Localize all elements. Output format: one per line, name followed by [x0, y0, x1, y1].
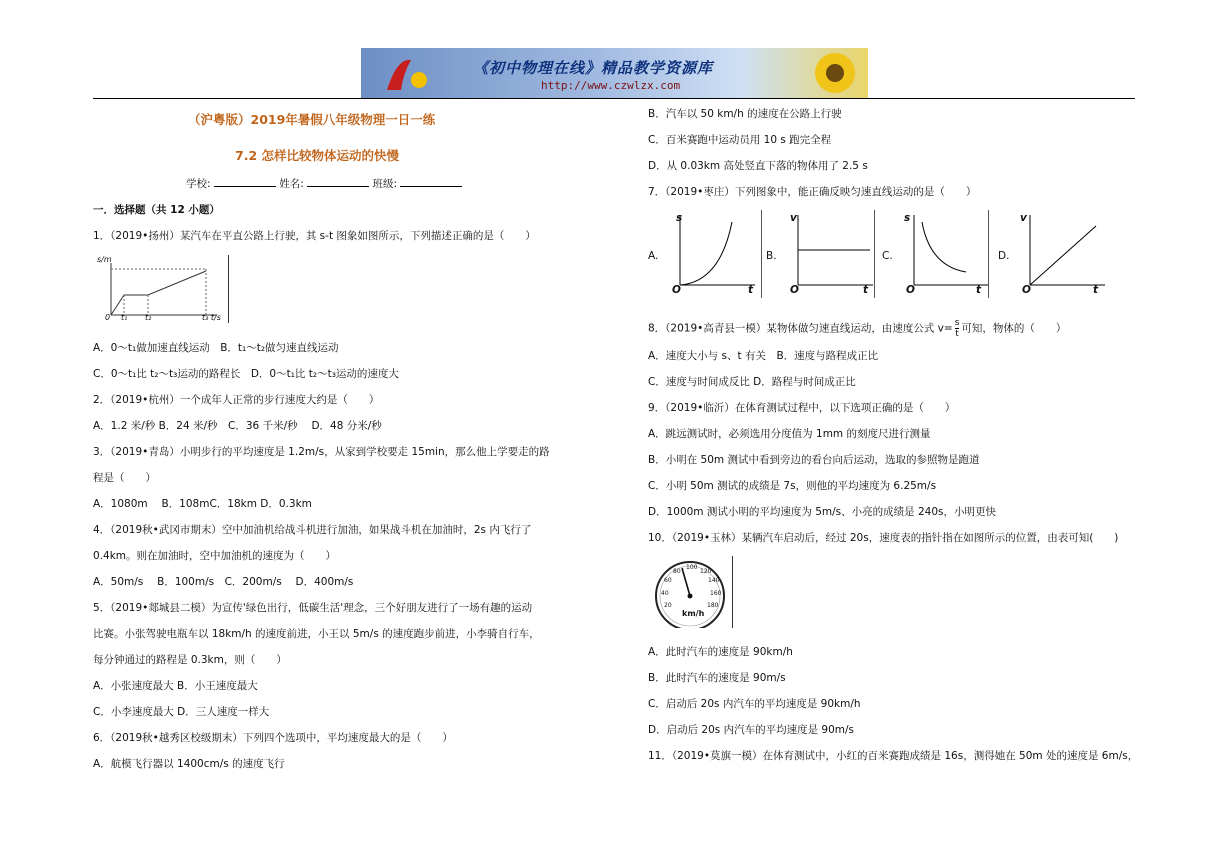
q9-option-d: D．1000m 测试小明的平均速度为 5m/s、小亮的成绩是 240s，小明更快 [648, 506, 996, 518]
q10-tick-160: 160 [710, 590, 722, 597]
q10-speedometer [650, 556, 733, 628]
q7-d-o: O [1022, 284, 1031, 296]
q7-d-x: t [1093, 284, 1099, 296]
question-7: 7．（2019•枣庄）下列图象中，能正确反映匀速直线运动的是（ ） [648, 186, 977, 198]
q7-opt-b: B. [766, 250, 777, 262]
q6-option-b: B．汽车以 50 km/h 的速度在公路上行驶 [648, 108, 842, 120]
question-11: 11．（2019•莫旗一模）在体育测试中，小红的百米赛跑成绩是 16s，测得她在 50m 处的速度是 6m/s， [648, 750, 1139, 762]
q7-a-o: O [672, 284, 681, 296]
q7-graphs [648, 210, 1108, 302]
q8-numerator: s [954, 318, 960, 328]
question-3-cont: 程是（ ） [93, 472, 156, 484]
q1-options-ab: A．0～t₁做加速直线运动 B．t₁～t₂做匀速直线运动 [93, 342, 339, 354]
question-9: 9．（2019•临沂）在体育测试过程中，以下选项正确的是（ ） [648, 402, 956, 414]
question-4: 4．（2019秋•武冈市期末）空中加油机给战斗机进行加油，如果战斗机在加油时，2s 内飞行了 [93, 524, 532, 536]
question-5-cont: 比赛。小张驾驶电瓶车以 18km/h 的速度前进，小王以 5m/s 的速度跑步前进，小李骑自行车， [93, 628, 540, 640]
page-title: （沪粤版）2019年暑假八年级物理一日一练 [188, 112, 436, 127]
q7-graph-d [1020, 210, 1112, 300]
q7-graph-c [904, 210, 996, 300]
q10-tick-140: 140 [708, 577, 720, 584]
page-subtitle: 7.2 怎样比较物体运动的快慢 [235, 148, 399, 163]
q2-options: A．1.2 米/秒 B．24 米/秒 C．36 千米/秒 D．48 分米/秒 [93, 420, 382, 432]
banner-title: 《初中物理在线》精品教学资源库 [473, 59, 714, 77]
question-3: 3．（2019•青岛）小明步行的平均速度是 1.2m/s，从家到学校要走 15min，那么他上学要走的路 [93, 446, 550, 458]
q7-c-o: O [906, 284, 915, 296]
q5-options-cd: C．小李速度最大 D．三人速度一样大 [93, 706, 270, 718]
q7-a-y: s [676, 212, 683, 224]
q1-st-graph [96, 255, 229, 323]
banner-url: http://www.czwlzx.com [541, 79, 681, 92]
q1-t2: t₂ [145, 313, 152, 322]
question-2: 2．（2019•杭州）一个成年人正常的步行速度大约是（ ） [93, 394, 380, 406]
q10-tick-40: 40 [661, 590, 669, 597]
q7-d-y: v [1020, 212, 1027, 224]
q7-b-o: O [790, 284, 799, 296]
q7-opt-c: C. [882, 250, 893, 262]
q4-options: A．50m/s B．100m/s C．200m/s D．400m/s [93, 576, 354, 588]
question-8 [648, 318, 1066, 339]
q8-options-cd: C．速度与时间成反比 D．路程与时间成正比 [648, 376, 856, 388]
q10-tick-60: 60 [664, 577, 672, 584]
name-label: 姓名: [279, 178, 304, 190]
header-banner [361, 48, 868, 98]
q1-options-cd: C．0～t₁比 t₂～t₃运动的路程长 D．0～t₁比 t₂～t₃运动的速度大 [93, 368, 399, 380]
q10-tick-120: 120 [700, 568, 712, 575]
q1-t1: t₁ [121, 313, 128, 322]
q8-text-b: 可知，物体的（ ） [961, 322, 1067, 335]
q10-option-c: C．启动后 20s 内汽车的平均速度是 90km/h [648, 698, 861, 710]
q9-option-a: A．跳远测试时，必须选用分度值为 1mm 的刻度尺进行测量 [648, 428, 931, 440]
header-rule [93, 98, 1135, 99]
q7-a-x: t [748, 284, 754, 296]
q6-option-d: D．从 0.03km 高处竖直下落的物体用了 2.5 s [648, 160, 868, 172]
q8-text-a: 8．（2019•高青县一模）某物体做匀速直线运动，由速度公式 v= [648, 322, 953, 335]
school-field[interactable] [214, 176, 276, 187]
q8-options-ab: A．速度大小与 s、t 有关 B．速度与路程成正比 [648, 350, 879, 362]
q9-option-b: B．小明在 50m 测试中看到旁边的看台向后运动，选取的参照物是跑道 [648, 454, 980, 466]
q10-tick-100: 100 [686, 564, 698, 571]
q7-c-x: t [976, 284, 982, 296]
logo-icon [381, 54, 437, 94]
q10-unit: km/h [682, 609, 705, 618]
class-field[interactable] [400, 176, 462, 187]
q10-tick-80: 80 [673, 568, 681, 575]
question-4-cont: 0.4km。则在加油时，空中加油机的速度为（ ） [93, 550, 337, 562]
q5-options-ab: A．小张速度最大 B．小王速度最大 [93, 680, 258, 692]
q8-fraction [955, 318, 960, 339]
q7-opt-a: A. [648, 250, 659, 262]
q10-tick-20: 20 [664, 602, 672, 609]
q1-t3: t₃ t/s [202, 313, 221, 322]
q1-origin: 0 [105, 313, 111, 322]
q10-option-a: A．此时汽车的速度是 90km/h [648, 646, 793, 658]
q1-ylabel: s/m [97, 255, 112, 264]
sunflower-icon [801, 48, 868, 98]
q10-tick-180: 180 [707, 602, 719, 609]
name-field[interactable] [307, 176, 369, 187]
question-5: 5．（2019•郯城县二模）为宣传'绿色出行，低碳生活'理念，三个好朋友进行了一场有趣的运动 [93, 602, 533, 614]
q7-opt-d: D. [998, 250, 1010, 262]
question-5-cont2: 每分钟通过的路程是 0.3km，则（ ） [93, 654, 287, 666]
q7-b-x: t [863, 284, 869, 296]
q6-option-a: A．航模飞行器以 1400cm/s 的速度飞行 [93, 758, 285, 770]
info-line [186, 176, 462, 191]
q7-b-y: v [790, 212, 797, 224]
q8-denominator: t [955, 329, 959, 339]
section-heading: 一．选择题（共 12 小题） [93, 204, 220, 216]
q3-options: A．1080m B．108mC．18km D．0.3km [93, 498, 312, 510]
question-1: 1．（2019•扬州）某汽车在平直公路上行驶，其 s-t 图象如图所示，下列描述正确的是（ ） [93, 230, 536, 242]
q10-option-d: D．启动后 20s 内汽车的平均速度是 90m/s [648, 724, 855, 736]
q9-option-c: C．小明 50m 测试的成绩是 7s，则他的平均速度为 6.25m/s [648, 480, 937, 492]
class-label: 班级: [372, 178, 398, 190]
q10-option-b: B．此时汽车的速度是 90m/s [648, 672, 786, 684]
q6-option-c: C．百米赛跑中运动员用 10 s 跑完全程 [648, 134, 832, 146]
school-label: 学校: [186, 178, 211, 190]
q7-c-y: s [904, 212, 911, 224]
question-10: 10．（2019•玉林）某辆汽车启动后，经过 20s，速度表的指针指在如图所示的位置，由表可知( ) [648, 532, 1119, 544]
question-6: 6．（2019秋•越秀区校级期末）下列四个选项中，平均速度最大的是（ ） [93, 732, 453, 744]
